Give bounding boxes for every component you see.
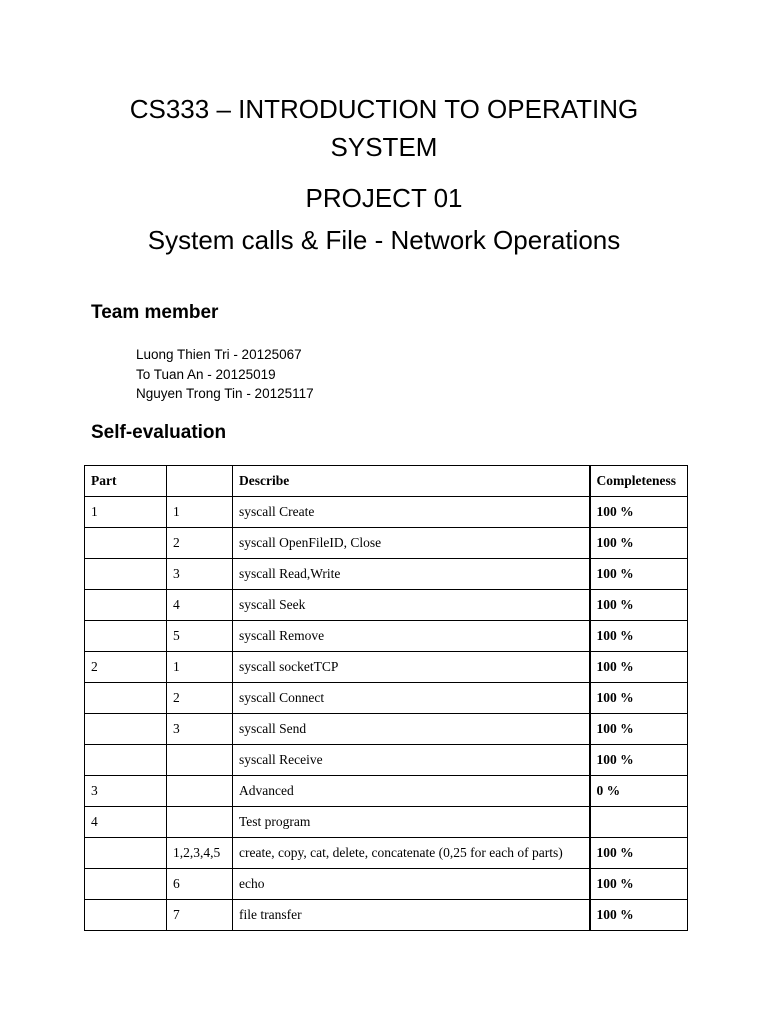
part-cell bbox=[85, 621, 167, 652]
subpart-cell: 5 bbox=[167, 621, 233, 652]
self-evaluation-heading: Self-evaluation bbox=[91, 422, 227, 443]
completeness-cell: 0 % bbox=[590, 776, 688, 807]
table-row bbox=[85, 745, 688, 776]
describe-cell: syscall Seek bbox=[233, 590, 590, 621]
project-title: PROJECT 01 bbox=[305, 183, 463, 213]
subpart-cell: 1 bbox=[167, 652, 233, 683]
self-evaluation-table bbox=[84, 465, 688, 931]
subpart-cell: 2 bbox=[167, 683, 233, 714]
part-cell: 2 bbox=[85, 652, 167, 683]
part-cell bbox=[85, 714, 167, 745]
table-row bbox=[85, 497, 688, 528]
completeness-cell: 100 % bbox=[590, 900, 688, 931]
describe-cell: syscall socketTCP bbox=[233, 652, 590, 683]
table-row bbox=[85, 714, 688, 745]
part-cell bbox=[85, 900, 167, 931]
describe-cell: Advanced bbox=[233, 776, 590, 807]
describe-cell: syscall Receive bbox=[233, 745, 590, 776]
part-cell bbox=[85, 559, 167, 590]
table-row bbox=[85, 683, 688, 714]
describe-cell: create, copy, cat, delete, concatenate (0,25 for each of parts) bbox=[233, 838, 590, 869]
completeness-cell: 100 % bbox=[590, 621, 688, 652]
describe-cell: syscall Read,Write bbox=[233, 559, 590, 590]
completeness-cell: 100 % bbox=[590, 559, 688, 590]
team-member: To Tuan An - 20125019 bbox=[136, 366, 276, 382]
part-cell bbox=[85, 528, 167, 559]
part-cell bbox=[85, 838, 167, 869]
subpart-cell: 1,2,3,4,5 bbox=[167, 838, 233, 869]
team-member-heading: Team member bbox=[91, 302, 219, 323]
column-header-describe: Describe bbox=[233, 466, 590, 497]
table-row bbox=[85, 652, 688, 683]
table-row bbox=[85, 621, 688, 652]
completeness-cell: 100 % bbox=[590, 497, 688, 528]
completeness-cell: 100 % bbox=[590, 745, 688, 776]
part-cell bbox=[85, 590, 167, 621]
describe-cell: syscall Remove bbox=[233, 621, 590, 652]
subpart-cell: 2 bbox=[167, 528, 233, 559]
subpart-cell: 4 bbox=[167, 590, 233, 621]
table-row bbox=[85, 528, 688, 559]
completeness-cell: 100 % bbox=[590, 528, 688, 559]
part-cell bbox=[85, 745, 167, 776]
part-cell bbox=[85, 869, 167, 900]
completeness-cell: 100 % bbox=[590, 683, 688, 714]
column-header-part: Part bbox=[85, 466, 167, 497]
team-member-list bbox=[136, 345, 314, 404]
subpart-cell: 3 bbox=[167, 559, 233, 590]
part-cell bbox=[85, 683, 167, 714]
part-cell: 1 bbox=[85, 497, 167, 528]
describe-cell: echo bbox=[233, 869, 590, 900]
completeness-cell: 100 % bbox=[590, 714, 688, 745]
completeness-cell: 100 % bbox=[590, 652, 688, 683]
describe-cell: syscall OpenFileID, Close bbox=[233, 528, 590, 559]
table-row bbox=[85, 838, 688, 869]
table-row bbox=[85, 590, 688, 621]
part-cell: 4 bbox=[85, 807, 167, 838]
table-row bbox=[85, 776, 688, 807]
document-title-line2: SYSTEM bbox=[330, 132, 438, 162]
completeness-cell bbox=[590, 807, 688, 838]
describe-cell: Test program bbox=[233, 807, 590, 838]
table-header-row bbox=[85, 466, 688, 497]
column-header-completeness: Completeness bbox=[590, 466, 688, 497]
document-title-line1: CS333 – INTRODUCTION TO OPERATING bbox=[129, 94, 639, 124]
completeness-cell: 100 % bbox=[590, 838, 688, 869]
table-row bbox=[85, 869, 688, 900]
part-cell: 3 bbox=[85, 776, 167, 807]
subpart-cell bbox=[167, 745, 233, 776]
describe-cell: file transfer bbox=[233, 900, 590, 931]
subpart-cell: 6 bbox=[167, 869, 233, 900]
subpart-cell bbox=[167, 807, 233, 838]
table-row bbox=[85, 807, 688, 838]
column-header-subpart bbox=[167, 466, 233, 497]
project-subtitle: System calls & File - Network Operations bbox=[147, 225, 621, 255]
team-member: Nguyen Trong Tin - 20125117 bbox=[136, 386, 314, 401]
table-row bbox=[85, 900, 688, 931]
completeness-cell: 100 % bbox=[590, 590, 688, 621]
table-row bbox=[85, 559, 688, 590]
subpart-cell: 7 bbox=[167, 900, 233, 931]
describe-cell: syscall Create bbox=[233, 497, 590, 528]
describe-cell: syscall Send bbox=[233, 714, 590, 745]
subpart-cell: 3 bbox=[167, 714, 233, 745]
completeness-cell: 100 % bbox=[590, 869, 688, 900]
describe-cell: syscall Connect bbox=[233, 683, 590, 714]
subpart-cell bbox=[167, 776, 233, 807]
team-member: Luong Thien Tri - 20125067 bbox=[136, 347, 302, 362]
subpart-cell: 1 bbox=[167, 497, 233, 528]
